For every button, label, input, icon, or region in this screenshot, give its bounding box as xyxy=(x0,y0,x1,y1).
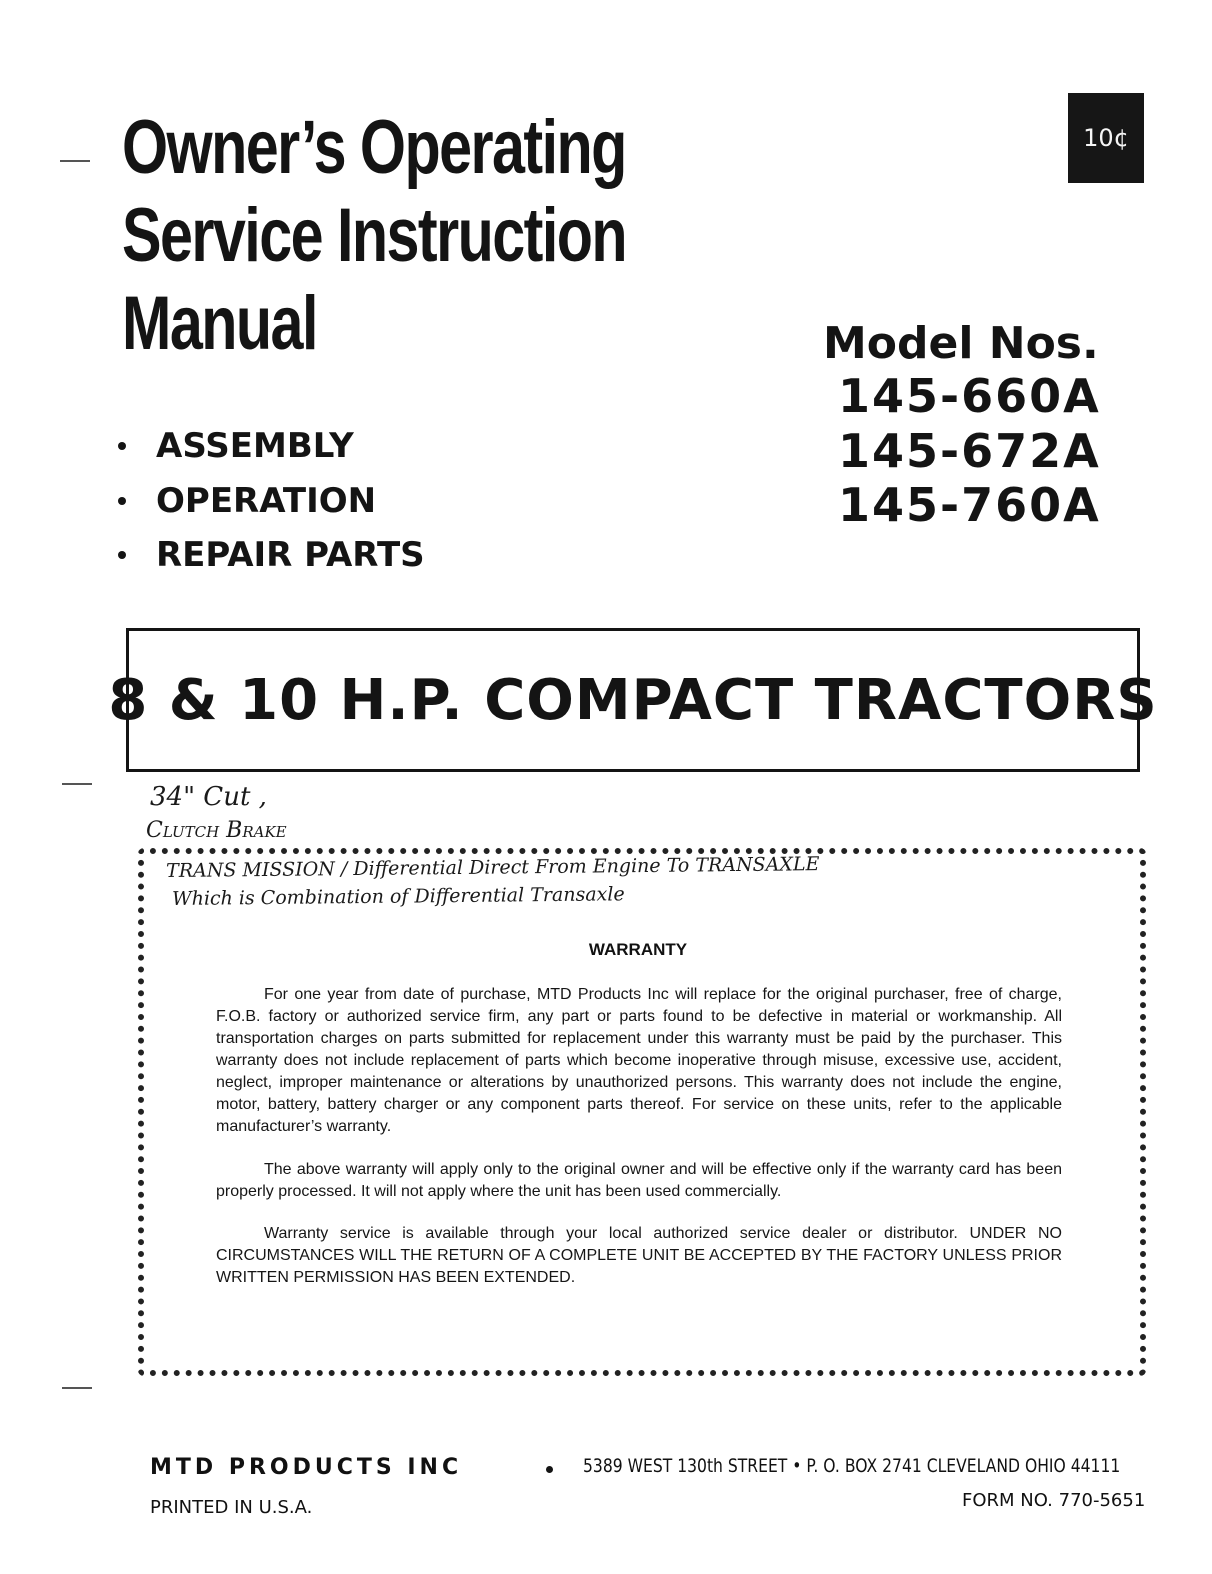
section-item xyxy=(118,535,425,575)
warranty-paragraph-text: The above warranty will apply only to the original owner and will be effective only if the warranty card has been properly processed. It will not apply where the unit has been used commercially. xyxy=(216,1161,1062,1200)
warranty-paragraph-text: For one year from date of purchase, MTD Products Inc will replace for the original purchaser, free of charge, F.O.B. factory or authorized service firm, any part or parts found to be defective in material or workmanship. All transportation charges on parts submitted for replacement under this warranty must be paid by the purchaser. This warranty does not include replacement of parts which become inoperative through misuse, excessive use, accident, neglect, improper maintenance or alterations by unauthorized persons. This warranty does not include the engine, motor, battery, battery charger or any component parts thereof. For service on these units, refer to the applicable manufacturer’s warranty. xyxy=(216,986,1062,1135)
warranty-paragraph-text: Warranty service is available through your local authorized service dealer or distributor. UNDER NO CIRCUMSTANCES WILL THE RETURN OF A COMPLETE UNIT BE ACCEPTED BY THE FACTORY UNLESS PRIOR WRITTEN PERMISSION HAS BEEN EXTENDED. xyxy=(216,1225,1062,1286)
handwritten-note: 34" Cut , xyxy=(150,782,267,812)
price-badge xyxy=(1068,93,1144,183)
bullet-icon xyxy=(118,497,126,505)
title-line-2: Service Instruction xyxy=(122,193,627,278)
section-label: OPERATION xyxy=(156,481,377,521)
title-line-1: Owner’s Operating xyxy=(122,105,626,190)
model-number: 145-672A xyxy=(838,424,1101,478)
model-number: 145-660A xyxy=(838,369,1101,423)
bullet-icon xyxy=(118,442,126,450)
banner-title: 8 & 10 H.P. COMPACT TRACTORS xyxy=(108,667,1158,733)
price-label: 10¢ xyxy=(1083,124,1129,152)
printed-in: PRINTED IN U.S.A. xyxy=(150,1497,313,1518)
handwritten-note: TRANS MISSION / Differential Direct From Engine To TRANSAXLE xyxy=(166,853,820,882)
handwritten-note: Which is Combination of Differential Transaxle xyxy=(172,883,625,910)
separator-dot xyxy=(546,1466,553,1473)
section-item xyxy=(118,426,354,466)
warranty-paragraph xyxy=(216,984,1062,1138)
section-label: ASSEMBLY xyxy=(156,426,354,466)
section-item xyxy=(118,481,376,521)
margin-mark xyxy=(62,783,92,785)
warranty-paragraph xyxy=(216,1223,1062,1289)
form-number: FORM NO. 770-5651 xyxy=(962,1490,1146,1511)
margin-mark xyxy=(60,160,90,162)
warranty-paragraph xyxy=(216,1159,1062,1203)
bullet-icon xyxy=(118,551,126,559)
model-heading: Model Nos. xyxy=(823,318,1099,369)
warranty-title: WARRANTY xyxy=(588,940,688,959)
section-label: REPAIR PARTS xyxy=(156,535,425,575)
model-number: 145-760A xyxy=(838,478,1101,532)
handwritten-note: Clutch Brake xyxy=(146,818,287,843)
company-address: 5389 WEST 130th STREET • P. O. BOX 2741 CLEVELAND OHIO 44111 xyxy=(583,1455,1121,1477)
title-line-3: Manual xyxy=(122,281,317,366)
margin-mark xyxy=(62,1387,92,1389)
company-name: MTD PRODUCTS INC xyxy=(150,1455,463,1480)
product-banner xyxy=(108,628,1158,772)
